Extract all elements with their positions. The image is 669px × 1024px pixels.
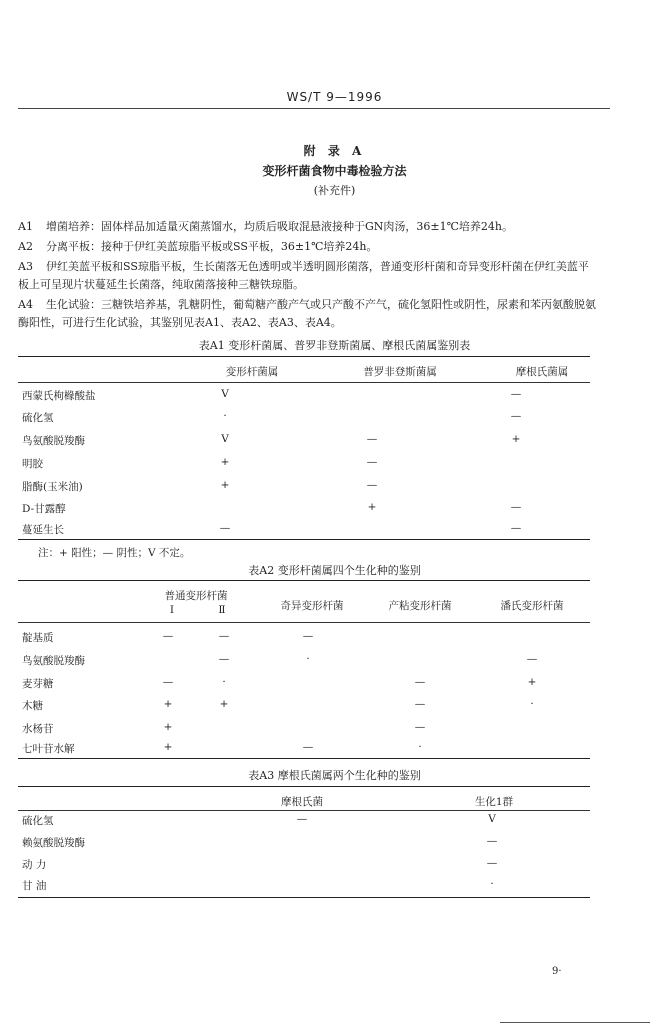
- paragraph-a1: [18, 218, 596, 236]
- paragraph-text: 伊红美蓝平板和SS琼脂平板，生长菌落无色透明或半透明圆形菌落，普通变形杆菌和奇异变形杆菌在伊红美蓝平板上可呈现片状蔓延生长菌落，纯取菌落接种三糖铁琼脂。: [18, 260, 589, 291]
- cell-value: V: [221, 388, 229, 400]
- row-label: 鸟氨酸脱羧酶: [22, 435, 85, 447]
- table-a2-col-header: 潘氏变形杆菌: [500, 600, 564, 612]
- table-a1-header-rule: [18, 382, 590, 383]
- cell-value: +: [367, 501, 377, 513]
- table-a2-header-rule: [18, 622, 590, 623]
- table-a2-col-header: 产粘变形杆菌: [388, 600, 452, 612]
- paragraph-number: A1: [18, 220, 33, 233]
- paragraph-number: A4: [18, 298, 33, 311]
- table-a1-col-header: 普罗非登斯菌属: [363, 366, 437, 378]
- cell-value: —: [296, 813, 308, 825]
- row-label: 鸟氨酸脱羧酶: [22, 655, 85, 667]
- paragraph-a2: [18, 238, 596, 256]
- table-a2-subcol: Ⅰ: [169, 604, 175, 616]
- cell-value: ·: [306, 653, 310, 665]
- cell-value: —: [510, 501, 522, 513]
- table-a2-group-header: 普通变形杆菌: [164, 590, 228, 602]
- table-a2-top-rule: [18, 580, 590, 581]
- footer-rule: [500, 1022, 650, 1023]
- row-label: 赖氨酸脱羧酶: [22, 837, 85, 849]
- cell-value: ·: [222, 676, 226, 688]
- cell-value: —: [302, 630, 314, 642]
- table-a1-caption: 表A1 变形杆菌属、普罗非登斯菌属、摩根氏菌属鉴别表: [198, 339, 471, 352]
- row-label: 明胶: [22, 458, 43, 470]
- paragraph-number: A3: [18, 260, 33, 273]
- cell-value: ·: [490, 878, 494, 890]
- paragraph-number: A2: [18, 240, 33, 253]
- cell-value: +: [163, 721, 173, 733]
- row-label: 蔓延生长: [22, 524, 64, 536]
- cell-value: +: [163, 741, 173, 753]
- table-a1-note: 注：+ 阳性；— 阴性；V 不定。: [38, 547, 191, 559]
- appendix-label: 附 录 A: [303, 144, 366, 158]
- row-label: 靛基质: [22, 632, 54, 644]
- cell-value: +: [527, 676, 537, 688]
- cell-value: V: [221, 433, 229, 445]
- table-a3-bottom-rule: [18, 897, 590, 898]
- paragraph-text: 分离平板：接种于伊红美蓝琼脂平板或SS平板，36±1℃培养24h。: [46, 240, 378, 253]
- cell-value: +: [220, 479, 230, 491]
- document-title: 变形杆菌食物中毒检验方法: [262, 164, 407, 178]
- cell-value: —: [510, 410, 522, 422]
- row-label: 甘 油: [22, 880, 47, 892]
- cell-value: —: [486, 857, 498, 869]
- cell-value: ·: [530, 698, 534, 710]
- row-label: 硫化氢: [22, 815, 54, 827]
- cell-value: —: [510, 388, 522, 400]
- row-label: 脂酶(玉米油): [22, 481, 83, 493]
- paragraph-a4: [18, 296, 596, 332]
- table-a1-top-rule: [18, 356, 590, 357]
- cell-value: ·: [418, 741, 422, 753]
- table-a1-col-header: 变形杆菌属: [225, 366, 279, 378]
- row-label: 动 力: [22, 859, 47, 871]
- cell-value: —: [219, 522, 231, 534]
- table-a1-col-header: 摩根氏菌属: [515, 366, 569, 378]
- cell-value: —: [414, 698, 426, 710]
- row-label: 硫化氢: [22, 412, 54, 424]
- table-a3-col-header: 生化1群: [474, 796, 514, 808]
- table-a2-subcol: Ⅱ: [218, 604, 226, 616]
- cell-value: +: [163, 698, 173, 710]
- header-rule: [18, 108, 610, 109]
- cell-value: —: [366, 479, 378, 491]
- cell-value: —: [366, 433, 378, 445]
- cell-value: —: [218, 630, 230, 642]
- row-label: 麦芽糖: [22, 678, 54, 690]
- cell-value: —: [414, 721, 426, 733]
- cell-value: —: [366, 456, 378, 468]
- table-a3-header-rule: [18, 810, 590, 811]
- table-a3-col-header: 摩根氏菌: [281, 796, 323, 808]
- cell-value: —: [218, 653, 230, 665]
- cell-value: —: [162, 676, 174, 688]
- table-a2-col-header: 奇异变形杆菌: [280, 600, 344, 612]
- cell-value: V: [488, 813, 496, 825]
- row-label: 七叶苷水解: [22, 743, 75, 755]
- paragraph-a3: [18, 258, 596, 294]
- table-a2-caption: 表A2 变形杆菌属四个生化种的鉴别: [248, 564, 421, 577]
- row-label: D-甘露醇: [22, 503, 66, 515]
- row-label: 水杨苷: [22, 723, 54, 735]
- page-header: WS/T 9—1996: [286, 90, 383, 104]
- cell-value: —: [162, 630, 174, 642]
- table-a3-caption: 表A3 摩根氏菌属两个生化种的鉴别: [248, 769, 421, 782]
- cell-value: —: [510, 522, 522, 534]
- paragraph-text: 增菌培养：固体样品加适量灭菌蒸馏水，均质后吸取混悬液接种于GN肉汤，36±1℃培养24h。: [46, 220, 514, 233]
- cell-value: +: [220, 456, 230, 468]
- paragraph-text: 生化试验：三糖铁培养基，乳糖阴性，葡萄糖产酸产气或只产酸不产气，硫化氢阳性或阴性，尿素和苯丙氨酸脱氨酶阳性，可进行生化试验，其鉴别见表A1、表A2、表A3、表A4。: [18, 298, 596, 329]
- table-a3-top-rule: [18, 786, 590, 787]
- cell-value: +: [219, 698, 229, 710]
- cell-value: —: [414, 676, 426, 688]
- cell-value: +: [511, 433, 521, 445]
- cell-value: —: [486, 835, 498, 847]
- cell-value: —: [302, 741, 314, 753]
- document-subtitle: (补充件): [313, 184, 356, 197]
- cell-value: —: [526, 653, 538, 665]
- cell-value: ·: [223, 410, 227, 422]
- table-a2-bottom-rule: [18, 758, 590, 759]
- page-number: 9·: [552, 966, 562, 977]
- table-a1-bottom-rule: [18, 539, 590, 540]
- row-label: 西蒙氏枸橼酸盐: [22, 390, 96, 402]
- row-label: 木糖: [22, 700, 43, 712]
